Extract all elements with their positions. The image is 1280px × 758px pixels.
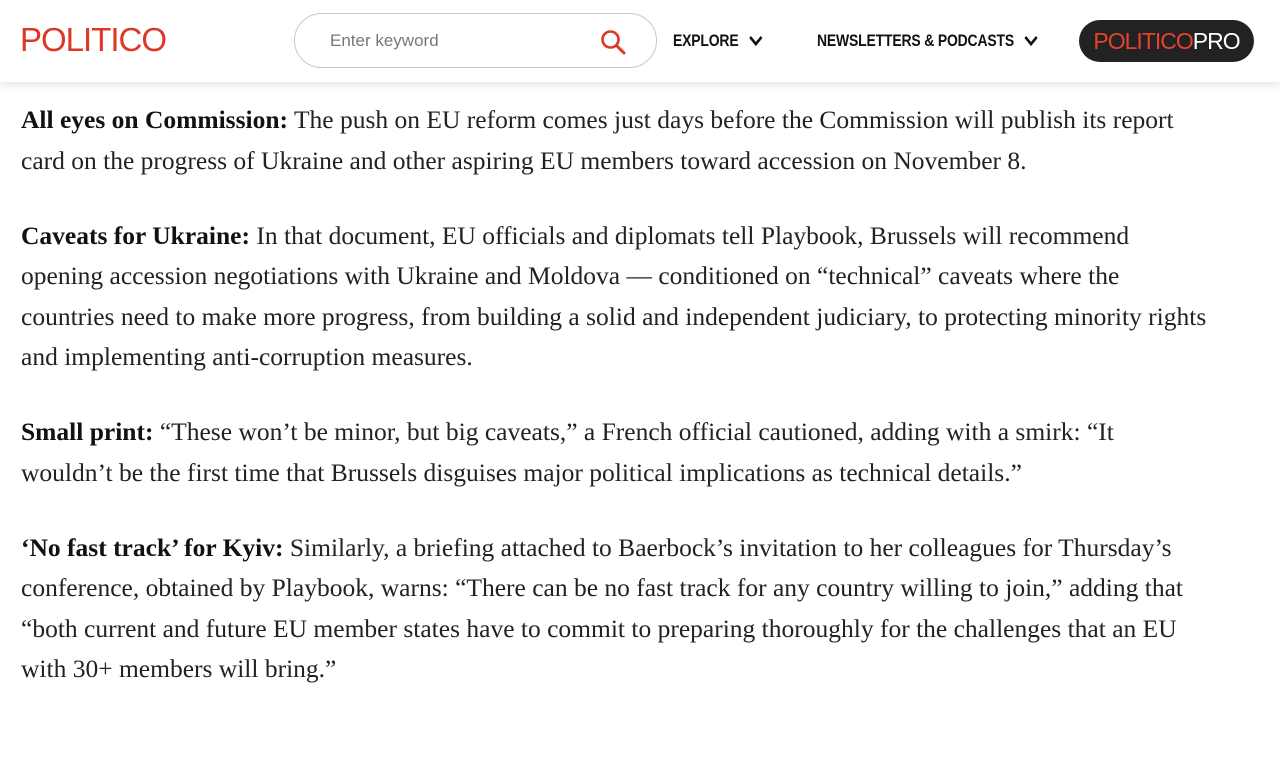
pro-button-politico: POLITICO [1093, 27, 1193, 54]
politico-logo[interactable]: POLITICO [20, 21, 167, 58]
article-paragraph [21, 528, 1211, 690]
nav-explore[interactable] [673, 26, 763, 56]
article-paragraph [21, 100, 1211, 181]
search-box [294, 13, 657, 68]
chevron-down-icon [748, 35, 763, 47]
site-header [0, 0, 1280, 82]
article-body [21, 100, 1211, 724]
paragraph-text: The push on EU reform comes just days before the Commission will publish its report card on the progress of Ukraine and other aspiring EU members toward accession on November 8. [21, 105, 1174, 175]
pro-button-pro: PRO [1192, 27, 1240, 54]
search-input[interactable] [330, 26, 580, 56]
nav-explore-label: EXPLORE [673, 31, 739, 50]
paragraph-lead: Caveats for Ukraine: [21, 220, 250, 250]
paragraph-lead: All eyes on Commission: [21, 105, 289, 134]
politico-pro-button[interactable] [1079, 20, 1254, 62]
nav-newsletters-label: NEWSLETTERS & PODCASTS [817, 31, 1014, 50]
paragraph-text: “These won’t be minor, but big caveats,” a French official cautioned, adding with a smirk: “It wouldn’t be the first time that Brussels disguises major political implications as technical details.” [21, 417, 1114, 487]
article-paragraph [21, 216, 1211, 378]
chevron-down-icon [1024, 35, 1039, 47]
paragraph-text: In that document, EU officials and diplomats tell Playbook, Brussels will recommend opening accession negotiations with Ukraine and Moldova — conditioned on “technical” caveats where the countries need to make more progress, from building a solid and independent judiciary, to protecting minority rights and implementing anti-corruption measures. [21, 220, 1207, 371]
article-paragraph [21, 412, 1211, 493]
nav-newsletters-podcasts[interactable] [817, 26, 1039, 56]
paragraph-lead: ‘No fast track’ for Kyiv: [21, 532, 284, 562]
search-icon[interactable] [600, 29, 626, 55]
paragraph-text: Similarly, a briefing attached to Baerbock’s invitation to her colleagues for Thursday’s conference, obtained by Playbook, warns: “There can be no fast track for any country willing to join,” adding that “both current and future EU member states have to commit to preparing thoroughly for the challenges that an EU with 30+ members will bring.” [21, 532, 1183, 683]
paragraph-lead: Small print: [21, 417, 154, 446]
